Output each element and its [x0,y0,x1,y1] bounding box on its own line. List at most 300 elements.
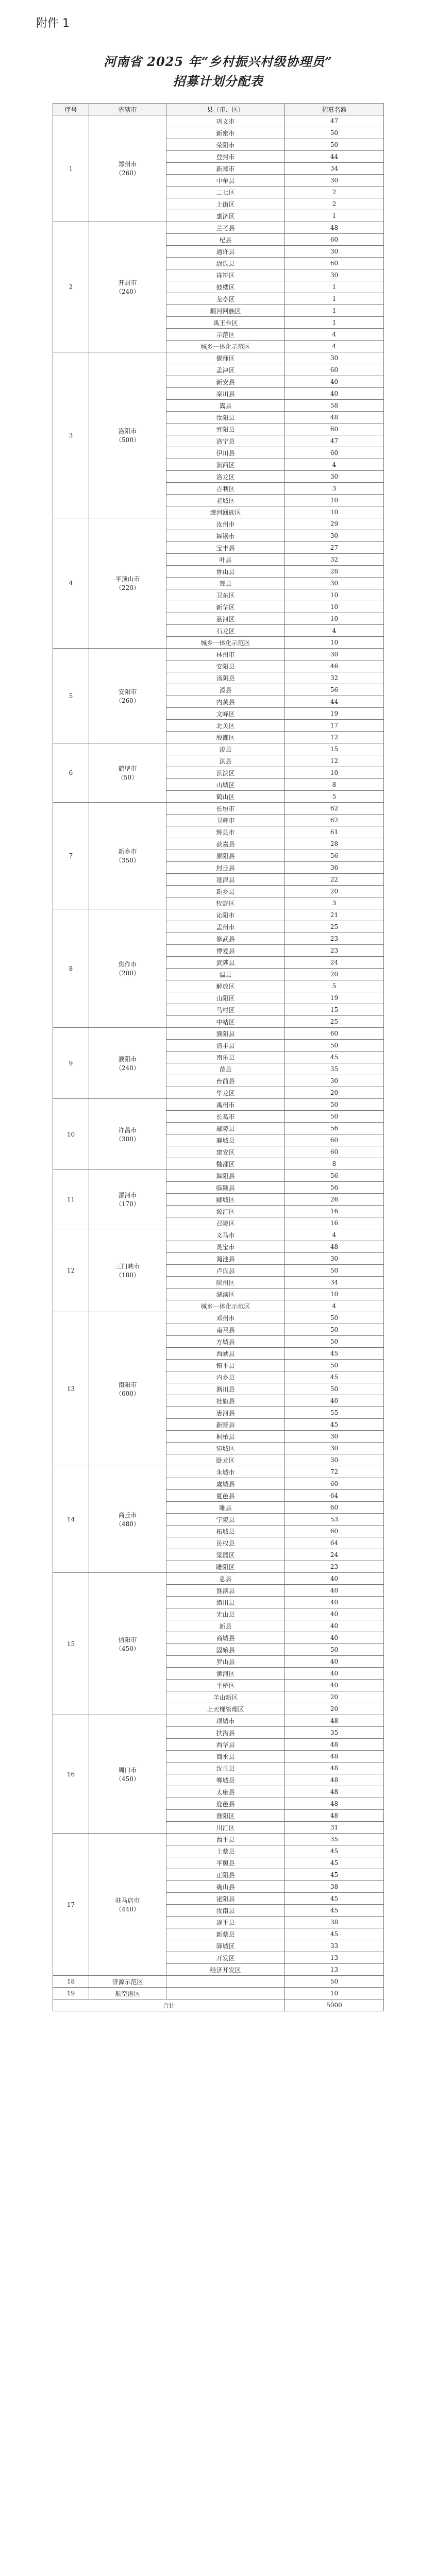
cell-quota: 1 [285,281,384,293]
cell-city: 新乡市 （350） [89,803,166,909]
cell-quota: 26 [285,1194,384,1206]
cell-quota: 48 [285,1762,384,1774]
total-row [53,1999,384,2011]
cell-seq: 10 [53,1099,89,1170]
cell-quota: 5 [285,791,384,803]
cell-county: 上街区 [166,198,285,210]
cell-quota: 45 [285,1905,384,1917]
cell-county: 魏都区 [166,1158,285,1170]
cell-county: 牧野区 [166,897,285,909]
cell-county: 永城市 [166,1466,285,1478]
cell-seq: 8 [53,909,89,1028]
cell-quota: 61 [285,826,384,838]
cell-quota: 4 [285,1300,384,1312]
cell-county: 淮滨县 [166,1585,285,1597]
cell-quota: 58 [285,400,384,412]
cell-quota: 13 [285,1964,384,1976]
cell-quota: 5 [285,980,384,992]
cell-county: 淇滨区 [166,767,285,779]
cell-quota: 44 [285,151,384,163]
cell-county: 光山县 [166,1608,285,1620]
cell-quota: 10 [285,1988,384,1999]
header-seq: 序号 [53,104,89,115]
cell-county: 汤阴县 [166,672,285,684]
cell-quota: 60 [285,258,384,269]
cell-quota: 30 [285,1253,384,1265]
cell-county: 鹤山区 [166,791,285,803]
cell-quota: 1 [285,210,384,222]
table-row [53,518,384,530]
cell-county: 遂平县 [166,1917,285,1928]
cell-quota: 17 [285,720,384,732]
cell-city: 焦作市 （200） [89,909,166,1028]
cell-quota: 45 [285,1928,384,1940]
cell-quota: 33 [285,1940,384,1952]
cell-quota: 19 [285,708,384,720]
cell-quota: 34 [285,163,384,175]
cell-county: 范县 [166,1063,285,1075]
cell-quota: 56 [285,1182,384,1194]
cell-quota: 3 [285,897,384,909]
cell-seq: 19 [53,1988,89,1999]
cell-quota: 60 [285,1028,384,1040]
cell-quota: 40 [285,1620,384,1632]
cell-county: 平桥区 [166,1680,285,1691]
cell-county: 鹿邑县 [166,1798,285,1810]
cell-quota: 45 [285,1857,384,1869]
table-row [53,1834,384,1845]
cell-county: 襄城县 [166,1134,285,1146]
cell-quota: 10 [285,613,384,625]
cell-city: 鹤壁市 （50） [89,743,166,803]
cell-quota: 50 [285,1324,384,1336]
table-row [53,1573,384,1585]
cell-county: 滑县 [166,684,285,696]
cell-county: 洛宁县 [166,435,285,447]
document-subtitle: 招募计划分配表 [173,74,263,89]
cell-quota: 47 [285,435,384,447]
cell-county: 新华区 [166,601,285,613]
cell-county: 临颍县 [166,1182,285,1194]
cell-county: 虞城县 [166,1478,285,1490]
total-label: 合计 [53,1999,285,2011]
cell-county: 孟津区 [166,364,285,376]
cell-city: 安阳市 （260） [89,649,166,743]
cell-quota: 50 [285,1360,384,1371]
cell-quota: 27 [285,542,384,554]
cell-county: 沁阳市 [166,909,285,921]
cell-quota: 30 [285,471,384,483]
cell-city: 洛阳市 （500） [89,352,166,518]
cell-quota: 56 [285,1123,384,1134]
cell-county: 商城县 [166,1632,285,1644]
cell-city: 三门峡市 （180） [89,1229,166,1312]
cell-quota: 30 [285,530,384,542]
cell-county: 吉利区 [166,483,285,495]
table-row [53,115,384,127]
cell-county: 柘城县 [166,1526,285,1537]
cell-seq: 18 [53,1976,89,1988]
table-row [53,1466,384,1478]
cell-quota: 34 [285,1277,384,1289]
cell-county: 嵩县 [166,400,285,412]
cell-county: 老城区 [166,495,285,506]
cell-quota: 50 [285,1383,384,1395]
cell-quota: 25 [285,1016,384,1028]
cell-quota: 1 [285,293,384,305]
table-row [53,222,384,234]
cell-county: 修武县 [166,933,285,945]
header-city: 省辖市 [89,104,166,115]
cell-city: 漯河市 （170） [89,1170,166,1229]
cell-quota: 48 [285,412,384,423]
cell-county: 荥阳市 [166,139,285,151]
cell-county: 解放区 [166,980,285,992]
table-row [53,1170,384,1182]
cell-county: 文峰区 [166,708,285,720]
cell-county: 温县 [166,969,285,980]
cell-county: 泌阳县 [166,1893,285,1905]
cell-county: 宜阳县 [166,423,285,435]
cell-quota: 23 [285,945,384,957]
cell-county: 辉县市 [166,826,285,838]
cell-county: 濮阳县 [166,1028,285,1040]
cell-county: 渑池县 [166,1253,285,1265]
cell-county: 新密市 [166,127,285,139]
cell-county: 郏县 [166,578,285,589]
cell-seq: 13 [53,1312,89,1466]
cell-county: 汝南县 [166,1905,285,1917]
cell-seq: 4 [53,518,89,649]
cell-quota: 60 [285,1146,384,1158]
cell-county [166,1976,285,1988]
quota-table [53,103,384,2011]
cell-county: 石龙区 [166,625,285,637]
cell-county: 平舆县 [166,1857,285,1869]
cell-quota: 50 [285,1265,384,1277]
cell-quota: 30 [285,269,384,281]
cell-quota: 28 [285,838,384,850]
cell-county: 鄢陵县 [166,1123,285,1134]
table-row [53,649,384,660]
cell-county: 建安区 [166,1146,285,1158]
cell-quota: 40 [285,1573,384,1585]
cell-county: 华龙区 [166,1087,285,1099]
cell-quota: 60 [285,234,384,246]
cell-quota: 40 [285,1585,384,1597]
cell-county: 兰考县 [166,222,285,234]
cell-county: 长垣市 [166,803,285,815]
cell-county: 沈丘县 [166,1762,285,1774]
cell-quota: 53 [285,1514,384,1526]
cell-quota: 50 [285,1312,384,1324]
cell-quota: 15 [285,743,384,755]
cell-county: 义马市 [166,1229,285,1241]
cell-county: 固始县 [166,1644,285,1656]
cell-quota: 23 [285,1561,384,1573]
cell-seq: 15 [53,1573,89,1715]
cell-quota: 16 [285,1206,384,1217]
cell-quota: 20 [285,886,384,897]
table-row [53,1976,384,1988]
cell-quota: 56 [285,850,384,862]
cell-county: 涧西区 [166,459,285,471]
cell-county: 项城市 [166,1715,285,1727]
cell-seq: 2 [53,222,89,352]
document-title: 河南省 2025 年“乡村振兴村级协理员” [103,54,333,69]
cell-city: 信阳市 （450） [89,1573,166,1715]
table-row [53,1028,384,1040]
cell-county: 新野县 [166,1419,285,1431]
cell-quota: 30 [285,175,384,187]
cell-county: 汝州市 [166,518,285,530]
cell-county: 内乡县 [166,1371,285,1383]
cell-county: 驿城区 [166,1940,285,1952]
cell-county: 南召县 [166,1324,285,1336]
cell-quota: 40 [285,1597,384,1608]
cell-quota: 20 [285,1691,384,1703]
cell-county: 新蔡县 [166,1928,285,1940]
cell-county: 瀍河回族区 [166,506,285,518]
cell-quota: 40 [285,1608,384,1620]
cell-county: 禹州市 [166,1099,285,1111]
table-row [53,1312,384,1324]
cell-quota: 64 [285,1537,384,1549]
cell-county: 城乡一体化示范区 [166,341,285,352]
cell-quota: 47 [285,115,384,127]
cell-quota: 3 [285,483,384,495]
cell-county: 顺河回族区 [166,305,285,317]
cell-seq: 12 [53,1229,89,1312]
cell-seq: 11 [53,1170,89,1229]
cell-quota: 72 [285,1466,384,1478]
cell-county: 洛龙区 [166,471,285,483]
cell-county: 郾城区 [166,1194,285,1206]
cell-county: 台前县 [166,1075,285,1087]
cell-county: 封丘县 [166,862,285,874]
cell-quota: 30 [285,1431,384,1443]
cell-quota: 45 [285,1371,384,1383]
cell-quota: 45 [285,1869,384,1881]
attachment-label: 附件 1 [36,17,70,30]
cell-quota: 36 [285,862,384,874]
cell-quota: 44 [285,696,384,708]
cell-quota: 48 [285,1774,384,1786]
cell-quota: 46 [285,660,384,672]
cell-county: 睢县 [166,1502,285,1514]
cell-seq: 3 [53,352,89,518]
table-row [53,803,384,815]
cell-quota: 1 [285,317,384,329]
cell-county: 获嘉县 [166,838,285,850]
cell-county: 睢阳区 [166,1561,285,1573]
cell-quota: 40 [285,1395,384,1407]
cell-quota: 4 [285,1229,384,1241]
cell-quota: 20 [285,1087,384,1099]
table-row [53,1099,384,1111]
cell-county: 湛河区 [166,613,285,625]
cell-county: 浉河区 [166,1668,285,1680]
cell-county: 中站区 [166,1016,285,1028]
cell-quota: 50 [285,1336,384,1348]
cell-quota: 50 [285,1111,384,1123]
cell-county: 羊山新区 [166,1691,285,1703]
table-row [53,909,384,921]
cell-quota: 50 [285,127,384,139]
cell-quota: 1 [285,305,384,317]
cell-county: 城乡一体化示范区 [166,637,285,649]
cell-county: 陕州区 [166,1277,285,1289]
cell-city: 许昌市 （300） [89,1099,166,1170]
cell-quota: 40 [285,388,384,400]
cell-quota: 32 [285,672,384,684]
cell-seq: 17 [53,1834,89,1976]
table-row [53,743,384,755]
cell-quota: 38 [285,1917,384,1928]
cell-quota: 22 [285,874,384,886]
cell-county: 鼓楼区 [166,281,285,293]
cell-quota: 38 [285,1881,384,1893]
cell-city: 南阳市 （600） [89,1312,166,1466]
cell-county: 林州市 [166,649,285,660]
cell-county: 二七区 [166,187,285,198]
cell-quota: 60 [285,1526,384,1537]
cell-quota: 48 [285,1739,384,1751]
cell-county: 延津县 [166,874,285,886]
cell-seq: 5 [53,649,89,743]
cell-quota: 45 [285,1348,384,1360]
cell-quota: 24 [285,957,384,969]
cell-county: 新安县 [166,376,285,388]
table-row [53,1715,384,1727]
cell-county: 通许县 [166,246,285,258]
table-row [53,352,384,364]
cell-county: 新郑市 [166,163,285,175]
cell-quota: 21 [285,909,384,921]
cell-county [166,1988,285,1999]
cell-quota: 10 [285,589,384,601]
cell-quota: 40 [285,1668,384,1680]
cell-quota: 50 [285,139,384,151]
cell-county: 巩义市 [166,115,285,127]
total-value: 5000 [285,1999,384,2011]
cell-county: 罗山县 [166,1656,285,1668]
cell-county: 方城县 [166,1336,285,1348]
cell-seq: 1 [53,115,89,222]
cell-quota: 12 [285,755,384,767]
cell-quota: 28 [285,566,384,578]
cell-county: 淇县 [166,755,285,767]
cell-county: 淮阳区 [166,1810,285,1822]
cell-quota: 2 [285,187,384,198]
cell-city: 平顶山市 （220） [89,518,166,649]
cell-county: 叶县 [166,554,285,566]
cell-county: 扶沟县 [166,1727,285,1739]
cell-county: 内黄县 [166,696,285,708]
cell-county: 舞阳县 [166,1170,285,1182]
cell-county: 龙亭区 [166,293,285,305]
cell-quota: 30 [285,578,384,589]
cell-quota: 10 [285,1289,384,1300]
header-quota: 招募名额 [285,104,384,115]
cell-city: 周口市 （450） [89,1715,166,1834]
cell-quota: 60 [285,1502,384,1514]
cell-quota: 62 [285,815,384,826]
cell-quota: 48 [285,1241,384,1253]
cell-county: 太康县 [166,1786,285,1798]
cell-county: 川汇区 [166,1822,285,1834]
table-header-row [53,104,384,115]
cell-quota: 48 [285,1798,384,1810]
cell-county: 惠济区 [166,210,285,222]
cell-quota: 8 [285,779,384,791]
cell-county: 邓州市 [166,1312,285,1324]
cell-county: 卫辉市 [166,815,285,826]
allocation-table [53,103,383,2011]
cell-county: 西华县 [166,1739,285,1751]
table-row [53,1229,384,1241]
cell-quota: 60 [285,423,384,435]
cell-county: 新乡县 [166,886,285,897]
cell-county: 开发区 [166,1952,285,1964]
cell-seq: 16 [53,1715,89,1834]
cell-city: 驻马店市 （440） [89,1834,166,1976]
cell-quota: 20 [285,1703,384,1715]
cell-quota: 30 [285,246,384,258]
cell-county: 夏邑县 [166,1490,285,1502]
cell-quota: 30 [285,352,384,364]
cell-quota: 45 [285,1052,384,1063]
cell-county: 祥符区 [166,269,285,281]
cell-county: 武陟县 [166,957,285,969]
cell-quota: 48 [285,1786,384,1798]
cell-quota: 29 [285,518,384,530]
cell-county: 上蔡县 [166,1845,285,1857]
cell-county: 潢川县 [166,1597,285,1608]
cell-quota: 50 [285,1099,384,1111]
cell-county: 梁园区 [166,1549,285,1561]
cell-county: 栾川县 [166,388,285,400]
cell-county: 杞县 [166,234,285,246]
cell-city: 郑州市 （260） [89,115,166,222]
cell-quota: 30 [285,1443,384,1454]
cell-county: 博爱县 [166,945,285,957]
cell-city: 航空港区 [89,1988,166,1999]
cell-county: 商水县 [166,1751,285,1762]
cell-county: 宛城区 [166,1443,285,1454]
cell-quota: 45 [285,1419,384,1431]
cell-county: 南乐县 [166,1052,285,1063]
cell-quota: 60 [285,1134,384,1146]
cell-county: 宁陵县 [166,1514,285,1526]
cell-quota: 45 [285,1845,384,1857]
cell-quota: 10 [285,767,384,779]
cell-quota: 50 [285,1040,384,1052]
cell-quota: 30 [285,1454,384,1466]
cell-county: 长葛市 [166,1111,285,1123]
cell-county: 西峡县 [166,1348,285,1360]
cell-county: 唐河县 [166,1407,285,1419]
cell-quota: 4 [285,329,384,341]
cell-quota: 4 [285,341,384,352]
cell-quota: 40 [285,1632,384,1644]
cell-quota: 40 [285,376,384,388]
cell-quota: 15 [285,1004,384,1016]
cell-county: 马村区 [166,1004,285,1016]
cell-county: 卫东区 [166,589,285,601]
cell-county: 汝阳县 [166,412,285,423]
cell-city: 开封市 （240） [89,222,166,352]
